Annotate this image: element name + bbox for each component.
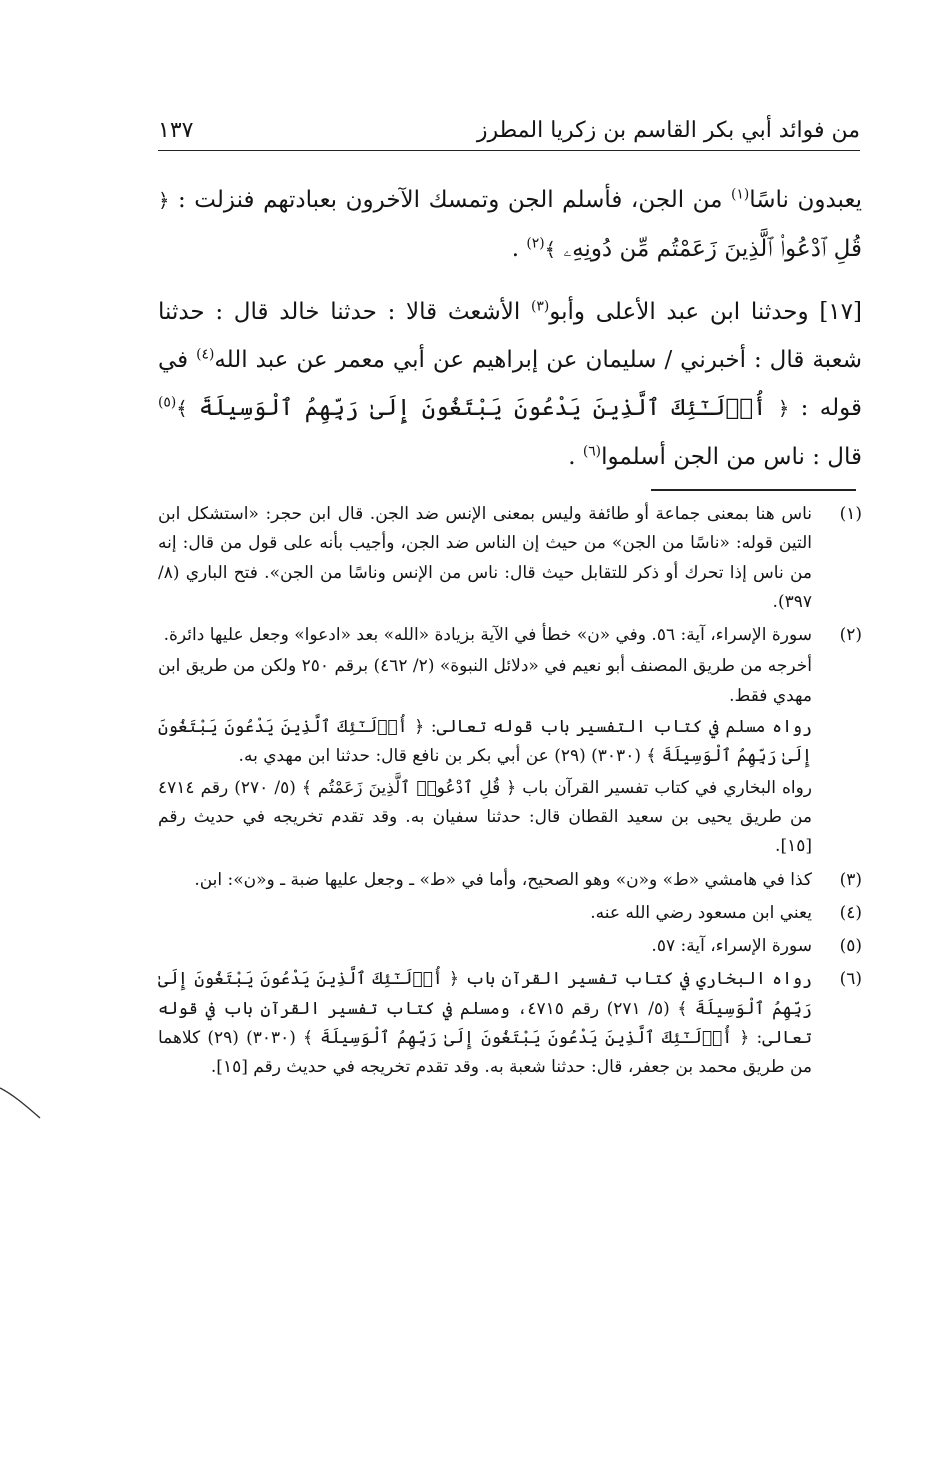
quran-bracket-close: ﴾ [176,397,188,420]
text-run: من الجن، فأسلم الجن وتمسك الآخرون بعبادتهم فنزلت : [169,187,732,213]
text-run: . [511,236,527,262]
text-run: . [568,444,583,470]
quran-bracket-open: ﴿ [777,397,790,420]
footnote-1 [158,500,862,617]
footnote-ref-1: (١) [731,186,750,203]
footnote-6 [158,965,862,1082]
footnote-3 [158,866,862,895]
quran-bracket-close: ﴾ [544,238,557,261]
footnote-number: (٥) [839,936,862,957]
footnote-text: رواه البخاري في كتاب تفسير القرآن باب ﴿ أُو۟لَـٰٓئِكَ ٱلَّذِينَ يَدْعُونَ يَبْتَغُونَ إِلَىٰ رَبِّهِمُ ٱلْوَسِيلَةَ ﴾ (٥/ ٢٧١) رقم ٤٧١٥، ومسلم في كتاب تفسير القرآن باب في قوله تعالى: ﴿ أُو۟لَـٰٓئِكَ ٱلَّذِينَ يَدْعُونَ يَبْتَغُونَ إِلَىٰ رَبِّهِمُ ٱلْوَسِيلَةَ ﴾ (٣٠٣٠) (٢٩) كلاهما من طريق محمد بن جعفر، قال: حدثنا شعبة به. وقد تقدم تخريجه في حديث رقم [١٥]. [158,969,813,1078]
footnote-text: يعني ابن مسعود رضي الله عنه. [590,902,812,923]
header-rule [158,150,860,151]
footnote-separator [651,489,856,491]
paragraph-1 [158,176,862,274]
quran-bracket-open: ﴿ [158,189,170,212]
footnote-5 [158,932,862,961]
footnote-text: سورة الإسراء، آية: ٥٦. وفي «ن» خطأ في الآية بزيادة «الله» بعد «ادعوا» وجعل عليها دائرة. [163,625,812,646]
text-run: يعبدون ناسًا [749,187,862,213]
footnote-number: (٦) [839,969,862,990]
text-run: في قوله : [158,347,862,421]
quran-verse: قُلِ ٱدْعُوا۟ ٱلَّذِينَ زَعَمْتُم مِّن دُونِهِۦ [556,236,862,262]
text-run: قال : ناس من الجن أسلموا [601,444,862,470]
footnote-text: رواه مسلم في كتاب التفسير باب قوله تعالى: ﴿ أُو۟لَـٰٓئِكَ ٱلَّذِينَ يَدْعُونَ يَبْتَغُونَ إِلَىٰ رَبِّهِمُ ٱلْوَسِيلَةَ ﴾ (٣٠٣٠) (٢٩) عن أبي بكر بن نافع قال: حدثنا ابن مهدي به. [158,717,812,767]
footnote-text: ناس هنا بمعنى جماعة أو طائفة وليس بمعنى الإنس ضد الجن. قال ابن حجر: «استشكل ابن التين قوله: «ناسًا من الجن» من حيث إن الناس ضد الجن، وأجيب بأنه على قول من قال: إنه من ناس إذا تحرك أو ذكر للتقابل حيث قال: ناس من الإنس وناسًا من الجن». فتح الباري (٨/ ٣٩٧). [158,504,812,612]
footnote-ref-4: (٤) [196,346,215,363]
footnotes [158,500,862,1087]
footnote-number: (٣) [839,869,862,890]
footnote-4 [158,899,862,928]
footnote-ref-2: (٢) [526,235,545,252]
footnote-ref-3: (٣) [531,298,550,315]
text-run: الأشعث قالا : حدثنا خالد قال : حدثنا شعبة قال : أخبرني / سليمان عن إبراهيم عن أبي معمر عن عبد الله [158,299,862,373]
footnote-number: (٢) [839,625,862,646]
footnote-text: سورة الإسراء، آية: ٥٧. [651,936,812,957]
running-title: من فوائد أبي بكر القاسم بن زكريا المطرز [476,118,860,143]
footnote-ref-5: (٥) [158,394,177,411]
text-run: [١٧] وحدثنا ابن عبد الأعلى وأبو [549,299,862,325]
footnote-text: رواه البخاري في كتاب تفسير القرآن باب ﴿ قُلِ ٱدْعُوا۟ ٱلَّذِينَ زَعَمْتُم ﴾ (٥/ ٢٧٠) رقم ٤٧١٤ من طريق يحيى بن سعيد القطان قال: حدثنا سفيان به. وقد تقدم تخريجه في حديث رقم [١٥]. [158,777,813,857]
scan-margin-curve [0,1086,46,1122]
paragraph-2 [158,288,862,481]
page-number: ١٣٧ [158,118,194,143]
footnote-text: كذا في هامشي «ط» و«ن» وهو الصحيح، وأما في «ط» ـ وجعل عليها ضبة ـ و«ن»: ابن. [194,869,812,890]
footnote-ref-6: (٦) [582,443,602,460]
footnote-2 [158,621,862,861]
footnote-number: (٤) [839,902,862,923]
main-text [158,176,862,489]
footnote-text: أخرجه من طريق المصنف أبو نعيم في «دلائل النبوة» (٢/ ٤٦٢) برقم ٢٥٠ ولكن من طريق ابن مهدي فقط. [158,656,812,706]
quran-verse: أُو۟لَـٰٓئِكَ ٱلَّذِينَ يَدْعُونَ يَبْتَغُونَ إِلَىٰ رَبِّهِمُ ٱلْوَسِيلَةَ [187,395,778,421]
page-header [158,112,860,152]
footnote-number: (١) [839,504,862,524]
